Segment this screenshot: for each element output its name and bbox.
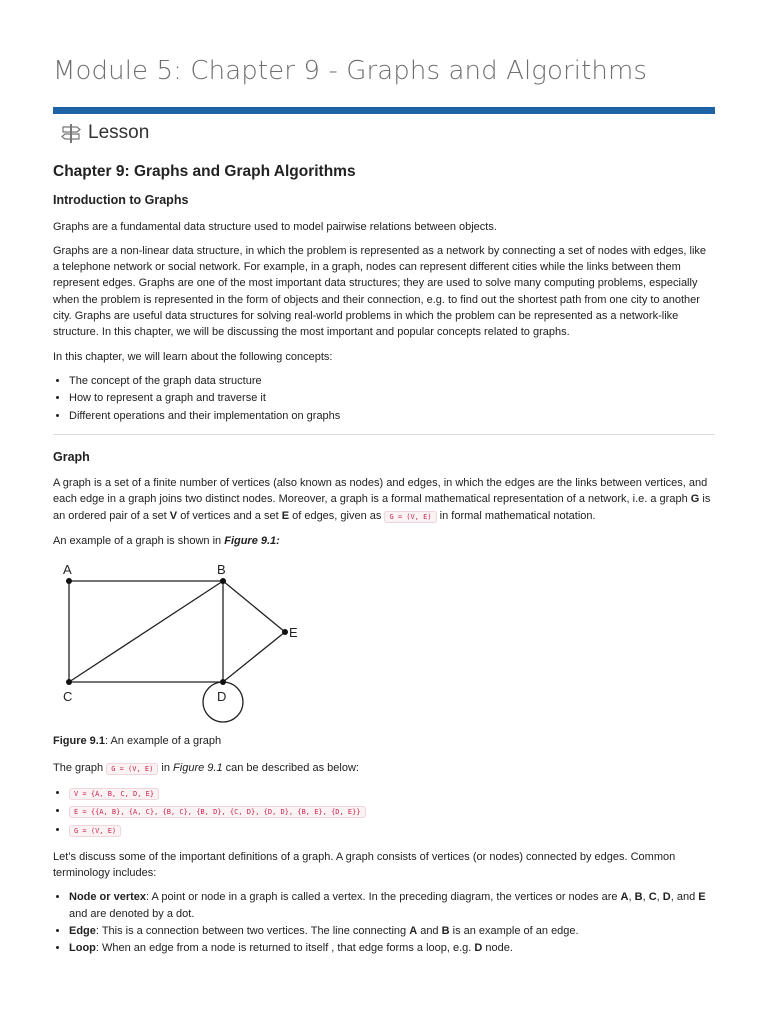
node-label-b: B: [217, 562, 226, 578]
graph-definition-paragraph: A graph is a set of a finite number of vertices (also known as nodes) and edges, in which the edges are the links between vertices, and each edge in a graph joins two distinct nodes. Moreover, a graph is a formal mathematical representation of a network, i.e. a graph G is an ordered pair of a set V of vertices and a set E of edges, given as G = (V, E) in formal mathematical notation.: [53, 477, 711, 522]
list-item: • Node or vertex: A point or node in a graph is called a vertex. In the preceding diagram, the vertices or nodes are A, B, C, D, and E and are denoted by a dot.: [69, 889, 715, 922]
list-item: • Loop: When an edge from a node is returned to itself , that edge forms a loop, e.g. D node.: [69, 940, 715, 956]
graph-heading: Graph: [53, 449, 90, 464]
list-item: • G = (V, E): [69, 822, 715, 839]
node-e: [282, 629, 288, 635]
lesson-content: [53, 160, 715, 967]
concepts-list: [53, 373, 715, 424]
lesson-label: Lesson: [88, 122, 150, 143]
intro-paragraph-3: In this chapter, we will learn about the following concepts:: [53, 350, 333, 363]
title-divider-bar: [53, 107, 715, 114]
list-item: • V = {A, B, C, D, E}: [69, 785, 715, 802]
inline-code: G = (V, E): [106, 763, 158, 775]
node-label-a: A: [63, 562, 72, 578]
list-item: • Different operations and their implementation on graphs: [69, 408, 715, 424]
list-item: • How to represent a graph and traverse it: [69, 390, 715, 406]
signpost-icon: [60, 122, 82, 144]
definitions-intro: Let’s discuss some of the important definitions of a graph. A graph consists of vertices (or nodes) connected by edges. Common terminology includes:: [53, 850, 676, 880]
node-label-d: D: [217, 689, 227, 705]
node-d: [220, 679, 226, 685]
intro-paragraph-1: Graphs are a fundamental data structure used to model pairwise relations between objects.: [53, 220, 497, 233]
list-item: • The concept of the graph data structure: [69, 373, 715, 389]
node-c: [66, 679, 72, 685]
inline-code: G = (V, E): [384, 511, 436, 523]
chapter-title: Chapter 9: Graphs and Graph Algorithms: [53, 163, 356, 180]
lesson-header: [60, 120, 149, 146]
node-b: [220, 578, 226, 584]
edge-d-e: [223, 632, 285, 682]
figure-9-1: [53, 557, 323, 727]
list-item: • Edge: This is a connection between two vertices. The line connecting A and B is an example of an edge.: [69, 923, 715, 939]
described-paragraph: The graph G = (V, E) in Figure 9.1 can be described as below:: [53, 761, 359, 774]
list-item: • E = {{A, B}, {A, C}, {B, C}, {B, D}, {C, D}, {D, D}, {B, E}, {D, E}}: [69, 803, 715, 820]
section-divider: [53, 434, 715, 435]
set-definitions-list: [53, 785, 715, 839]
module-title: Module 5: Chapter 9 - Graphs and Algorithms: [53, 56, 648, 86]
edge-b-e: [223, 581, 285, 632]
intro-paragraph-2: Graphs are a non-linear data structure, in which the problem is represented as a network by connecting a set of nodes with edges, like a telephone network or social network. For example, in a graph, nodes can represent different cities while the links between them represent edges. Graphs are one of the most important data structures; they are used to solve many computing problems, especially when the problem is represented in the form of objects and their connection, e.g. to find out the shortest path from one city to another city. Graphs are useful data structures for solving real-world problems in which the problem can be represented as a network-like structure. In this chapter, we will be discussing the most important and popular concepts related to graphs.: [53, 244, 707, 339]
example-paragraph: An example of a graph is shown in Figure 9.1:: [53, 535, 280, 548]
terminology-list: [53, 889, 715, 956]
edge-b-c: [69, 581, 223, 682]
figure-caption: Figure 9.1: An example of a graph: [53, 735, 222, 748]
node-label-c: C: [63, 689, 73, 705]
node-a: [66, 578, 72, 584]
intro-heading: Introduction to Graphs: [53, 193, 189, 208]
node-label-e: E: [289, 625, 298, 641]
graph-diagram: [53, 557, 323, 727]
